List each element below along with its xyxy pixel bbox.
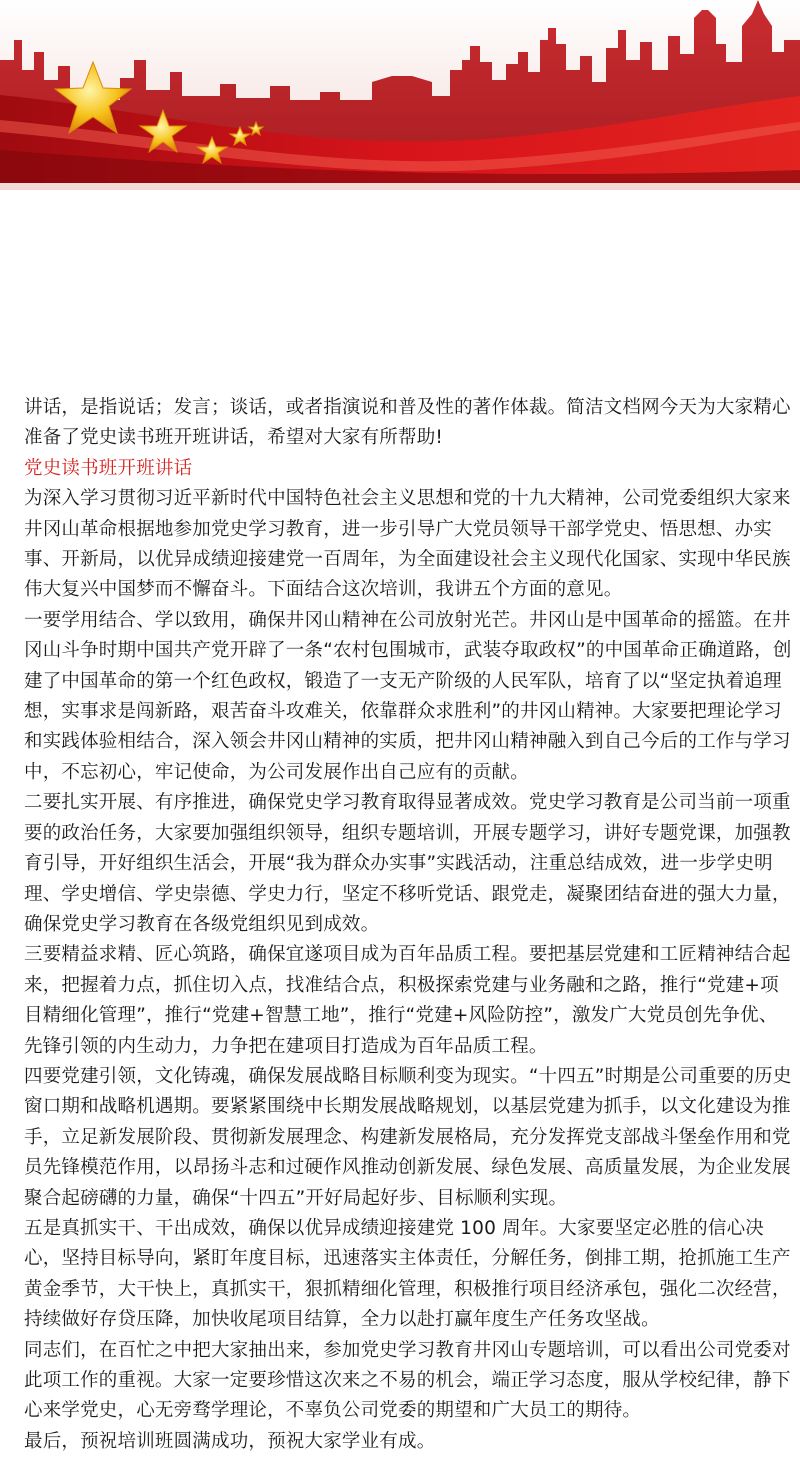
body-paragraph: 一要学用结合、学以致用，确保井冈山精神在公司放射光芒。井冈山是中国革命的摇篮。在井冈山斗争时期中国共产党开辟了一条“农村包围城市，武装夺取政权”的中国革命正确道路，创建了中国革命的第一个红色政权，锻造了一支无产阶级的人民军队，培育了以“坚定执着追理想，实事求是闯新路，艰苦奋斗攻难关，依靠群众求胜利”的井冈山精神。大家要把理论学习和实践体验相结合，深入领会井冈山精神的实质，把井冈山精神融入到自己今后的工作与学习中，不忘初心，牢记使命，为公司发展作出自己应有的贡献。	[24, 609, 792, 783]
body-paragraph: 为深入学习贯彻习近平新时代中国特色社会主义思想和党的十九大精神，公司党委组织大家来井冈山革命根据地参加党史学习教育，进一步引导广大党员领导干部学党史、悟思想、办实事、开新局，以优异成绩迎接建党一百周年，为全面建设社会主义现代化国家、实现中华民族伟大复兴中国梦而不懈奋斗。下面结合这次培训，我讲五个方面的意见。	[24, 488, 791, 601]
intro-paragraph: 讲话，是指说话；发言；谈话，或者指演说和普及性的著作体裁。简洁文档网今天为大家精心准备了党史读书班开班讲话，希望对大家有所帮助!	[24, 397, 791, 449]
body-paragraph: 四要党建引领，文化铸魂，确保发展战略目标顺利变为现实。“十四五”时期是公司重要的历史窗口期和战略机遇期。要紧紧围绕中长期发展战略规划，以基层党建为抓手，以文化建设为推手，立足新发展阶段、贯彻新发展理念、构建新发展格局，充分发挥党支部战斗堡垒作用和党员先锋模范作用，以昂扬斗志和过硬作风推动创新发展、绿色发展、高质量发展，为企业发展聚合起磅礴的力量，确保“十四五”开好局起好步、目标顺利实现。	[24, 1065, 792, 1209]
document-title: 党史读书班开班讲话	[24, 457, 193, 479]
header-banner	[0, 0, 800, 190]
body-paragraph: 同志们，在百忙之中把大家抽出来，参加党史学习教育井冈山专题培训，可以看出公司党委对此项工作的重视。大家一定要珍惜这次来之不易的机会，端正学习态度，服从学校纪律，静下心来学党史，心无旁骛学理论，不辜负公司党委的期望和广大员工的期待。	[24, 1339, 791, 1422]
body-paragraph: 五是真抓实干、干出成效，确保以优异成绩迎接建党 100 周年。大家要坚定必胜的信心决心，坚持目标导向，紧盯年度目标，迅速落实主体责任，分解任务，倒排工期，抢抓施工生产黄金季节，大干快上，真抓实干，狠抓精细化管理，积极推行项目经济承包，强化二次经营，持续做好存贷压降，加快收尾项目结算，全力以赴打赢年度生产任务攻坚战。	[24, 1217, 791, 1331]
closing-paragraph: 最后，预祝培训班圆满成功，预祝大家学业有成。	[24, 1430, 436, 1452]
body-paragraph: 三要精益求精、匠心筑路，确保宜遂项目成为百年品质工程。要把基层党建和工匠精神结合起来，把握着力点，抓住切入点，找准结合点，积极探索党建与业务融和之路，推行“党建+项目精细化管理”，推行“党建+智慧工地”，推行“党建+风险防控”，激发广大党员创先争优、先锋引领的内生动力，力争把在建项目打造成为百年品质工程。	[24, 944, 791, 1057]
banner-graphic	[0, 0, 800, 190]
body-paragraph: 二要扎实开展、有序推进，确保党史学习教育取得显著成效。党史学习教育是公司当前一项重要的政治任务，大家要加强组织领导，组织专题培训，开展专题学习，讲好专题党课，加强教育引导，开好组织生活会，开展“我为群众办实事”实践活动，注重总结成效，进一步学史明理、学史增信、学史崇德、学史力行，坚定不移听党话、跟党走，凝聚团结奋进的强大力量，确保党史学习教育在各级党组织见到成效。	[24, 792, 791, 935]
document-body	[24, 393, 792, 1457]
